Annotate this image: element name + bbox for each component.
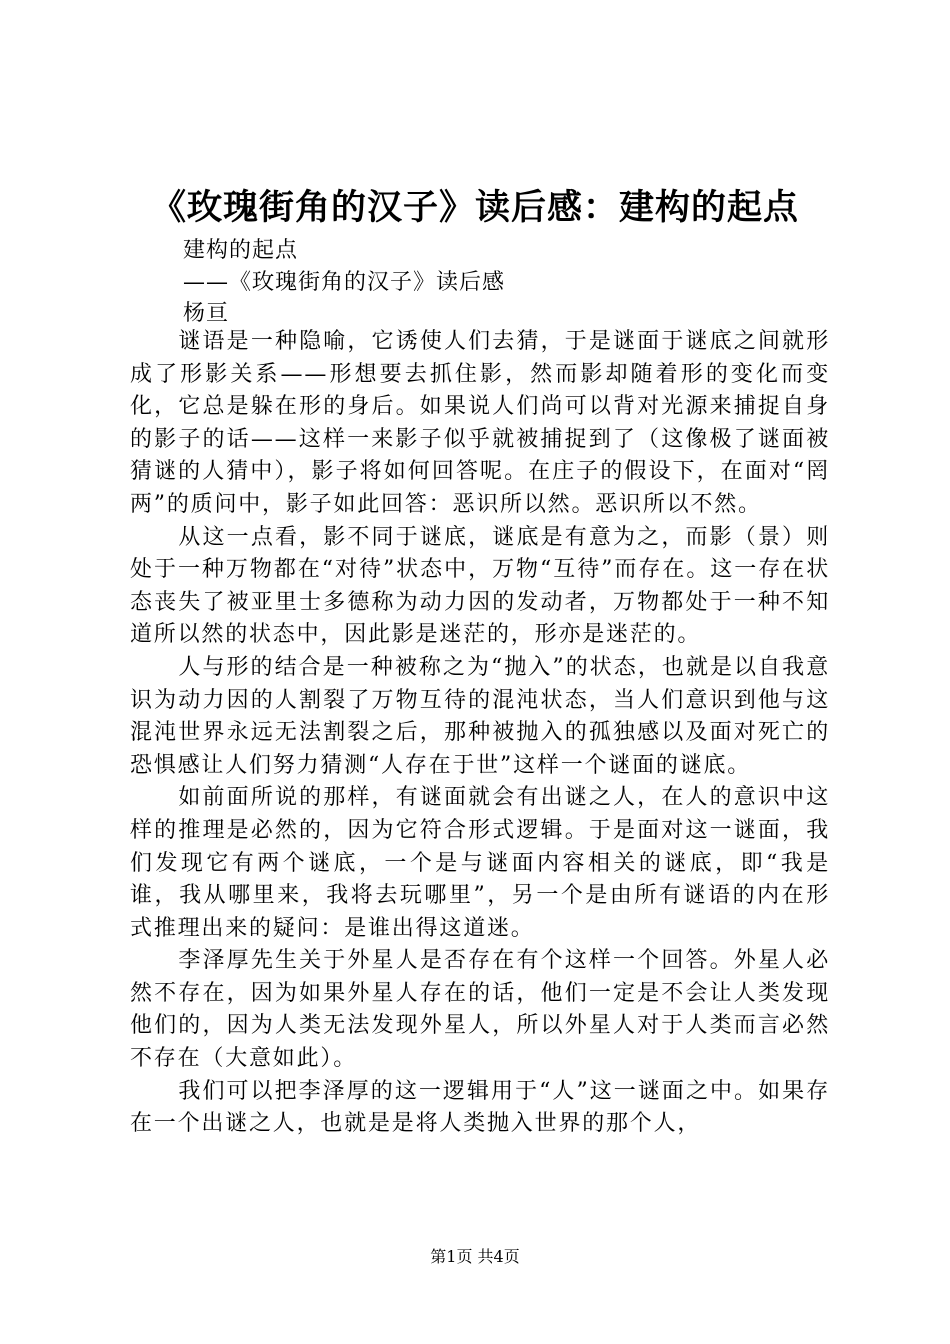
page-footer: 第1页 共4页 bbox=[430, 1247, 520, 1266]
subtitle-secondary: ——《玫瑰街角的汉子》读后感 bbox=[183, 270, 506, 295]
paragraph: 从这一点看，影不同于谜底，谜底是有意为之，而影（景）则处于一种万物都在“对待”状态中，万物“互待”而存在。这一存在状态丧失了被亚里士多德称为动力因的发动者，万物都处于一种不知道所以然的状态中，因此影是迷茫的，形亦是迷茫的。 bbox=[130, 524, 830, 648]
article-body bbox=[130, 326, 830, 1141]
subtitle: 建构的起点 bbox=[183, 238, 299, 263]
paragraph: 我们可以把李泽厚的这一逻辑用于“人”这一谜面之中。如果存在一个出谜之人，也就是是将人类抛入世界的那个人， bbox=[130, 1078, 830, 1137]
paragraph: 人与形的结合是一种被称之为“抛入”的状态，也就是以自我意识为动力因的人割裂了万物互待的混沌状态，当人们意识到他与这混沌世界永远无法割裂之后，那种被抛入的孤独感以及面对死亡的恐惧感让人们努力猜测“人存在于世”这样一个谜面的谜底。 bbox=[130, 654, 830, 778]
paragraph: 谜语是一种隐喻，它诱使人们去猜，于是谜面于谜底之间就形成了形影关系——形想要去抓住影，然而影却随着形的变化而变化，它总是躲在形的身后。如果说人们尚可以背对光源来捕捉自身的影子的话——这样一来影子似乎就被捕捉到了（这像极了谜面被猜谜的人猜中），影子将如何回答呢。在庄子的假设下，在面对“罔两”的质问中，影子如此回答：恶识所以然。恶识所以不然。 bbox=[130, 329, 830, 517]
author: 杨亘 bbox=[183, 301, 230, 326]
paragraph: 如前面所说的那样，有谜面就会有出谜之人，在人的意识中这样的推理是必然的，因为它符合形式逻辑。于是面对这一谜面，我们发现它有两个谜底，一个是与谜面内容相关的谜底，即“我是谁，我从哪里来，我将去玩哪里”，另一个是由所有谜语的内在形式推理出来的疑问：是谁出得这道迷。 bbox=[130, 785, 830, 941]
document-title: 《玫瑰街角的汉子》读后感：建构的起点 bbox=[150, 187, 799, 228]
paragraph: 李泽厚先生关于外星人是否存在有个这样一个回答。外星人必然不存在，因为如果外星人存在的话，他们一定是不会让人类发现他们的，因为人类无法发现外星人，所以外星人对于人类而言必然不存在（大意如此）。 bbox=[130, 948, 830, 1072]
